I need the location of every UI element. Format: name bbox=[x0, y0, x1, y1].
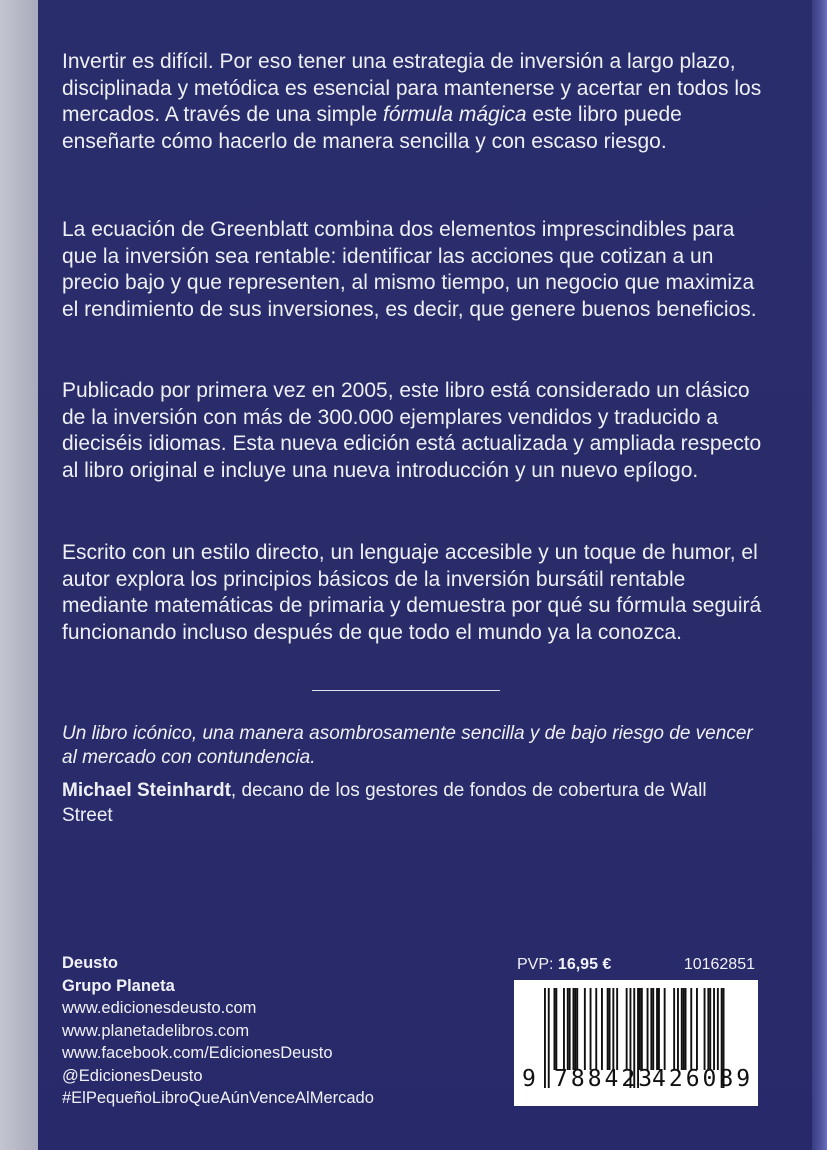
barcode-bar bbox=[576, 988, 578, 1070]
barcode-bar bbox=[567, 988, 569, 1070]
publisher-block bbox=[62, 952, 482, 1110]
description-paragraph-1: Invertir es difícil. Por eso tener una estrategia de inversión a largo plazo, disciplinada y metódica es esencial para mantenerse y acertar en todos los mercados. A través de una simple fórmula mágica este libro puede enseñarte cómo hacerlo de manera sencilla y con escaso riesgo. bbox=[62, 50, 762, 153]
barcode-bar bbox=[590, 988, 592, 1070]
barcode-bar bbox=[626, 988, 628, 1070]
barcode-bar bbox=[609, 988, 611, 1070]
barcode-bar bbox=[677, 988, 679, 1070]
barcode-bar bbox=[683, 988, 685, 1070]
barcode-bar bbox=[664, 988, 666, 1070]
barcode-bar bbox=[707, 988, 709, 1070]
barcode-bar bbox=[681, 988, 683, 1070]
barcode-bar bbox=[658, 988, 660, 1070]
barcode-prefix: 9 bbox=[522, 1066, 536, 1092]
barcode-bar bbox=[641, 988, 643, 1070]
barcode-bar bbox=[696, 988, 698, 1070]
barcode-bar bbox=[650, 988, 652, 1070]
publisher-hashtag: #ElPequeñoLibroQueAúnVenceAlMercado bbox=[62, 1089, 374, 1107]
barcode-bar bbox=[616, 988, 618, 1070]
barcode-bar bbox=[647, 988, 649, 1070]
barcode-bar bbox=[573, 988, 575, 1070]
cover-edge-right bbox=[812, 0, 827, 1150]
barcode-group-1: 788423 bbox=[554, 1066, 656, 1092]
endorsement-attribution bbox=[62, 778, 762, 828]
price-row bbox=[517, 956, 755, 976]
barcode-number bbox=[514, 1064, 758, 1094]
description-paragraph-3: Publicado por primera vez en 2005, este libro está considerado un clásico de la inversión con más de 300.000 ejemplares vendidos y traducido a dieciséis idiomas. Esta nueva edición está actualizada y ampliada respecto al libro original e incluye una nueva introducción y un nuevo epílogo. bbox=[62, 379, 762, 482]
barcode-bar bbox=[652, 988, 654, 1070]
product-reference: 10162851 bbox=[683, 956, 755, 973]
barcode-bar bbox=[639, 988, 641, 1070]
barcode-bar bbox=[713, 988, 715, 1070]
description-paragraph-2: La ecuación de Greenblatt combina dos elementos imprescindibles para que la inversión sea rentable: identificar las acciones que cotizan a un precio bajo y que representen, al mismo tiempo, un negocio que maximiza el rendimiento de sus inversiones, es decir, que genere buenos beneficios. bbox=[62, 218, 757, 321]
barcode-bar bbox=[612, 988, 614, 1070]
endorsement-author: Michael Steinhardt bbox=[62, 780, 231, 801]
barcode-bar bbox=[607, 988, 609, 1070]
barcode-bar bbox=[563, 988, 565, 1070]
barcode-bar bbox=[584, 988, 586, 1070]
publisher-group: Grupo Planeta bbox=[62, 976, 175, 995]
section-divider bbox=[312, 690, 500, 691]
barcode-bar bbox=[709, 988, 711, 1070]
publisher-link-web: www.edicionesdeusto.com bbox=[62, 999, 257, 1017]
publisher-link-planeta: www.planetadelibros.com bbox=[62, 1021, 250, 1040]
barcode-bar bbox=[673, 988, 675, 1070]
barcode-bar bbox=[656, 988, 658, 1070]
barcode-bar bbox=[554, 988, 556, 1070]
isbn-barcode bbox=[514, 980, 758, 1106]
endorsement-quote: Un libro icónico, una manera asombrosamente sencilla y de bajo riesgo de vencer al mercado con contundencia. bbox=[62, 723, 753, 768]
barcode-bar bbox=[569, 988, 571, 1070]
barcode-bar bbox=[690, 988, 692, 1070]
description-paragraph-4: Escrito con un estilo directo, un lenguaje accesible y un toque de humor, el autor explora los principios básicos de la inversión bursátil rentable mediante matemáticas de primaria y demuestra por qué su fórmula seguirá funcionando incluso después de que todo el mundo ya la conozca. bbox=[62, 541, 762, 644]
barcode-group-2: 426089 bbox=[652, 1066, 754, 1092]
barcode-bar bbox=[601, 988, 603, 1070]
publisher-link-facebook: www.facebook.com/EdicionesDeusto bbox=[62, 1044, 333, 1062]
barcode-bar bbox=[685, 988, 687, 1070]
barcode-bar bbox=[704, 988, 706, 1070]
endorsement-author-role: , decano de los gestores de fondos de cobertura de Wall Street bbox=[62, 780, 707, 826]
barcode-bar bbox=[555, 988, 557, 1070]
price: PVP: 16,95 € bbox=[517, 956, 612, 973]
barcode-bar bbox=[574, 988, 576, 1070]
publisher-handle: @EdicionesDeusto bbox=[62, 1066, 203, 1085]
barcode-bar bbox=[717, 988, 719, 1070]
magic-formula-emphasis: fórmula mágica bbox=[383, 103, 527, 126]
publisher-name: Deusto bbox=[62, 954, 118, 972]
barcode-bar bbox=[595, 988, 597, 1070]
page-edge-left bbox=[0, 0, 38, 1150]
